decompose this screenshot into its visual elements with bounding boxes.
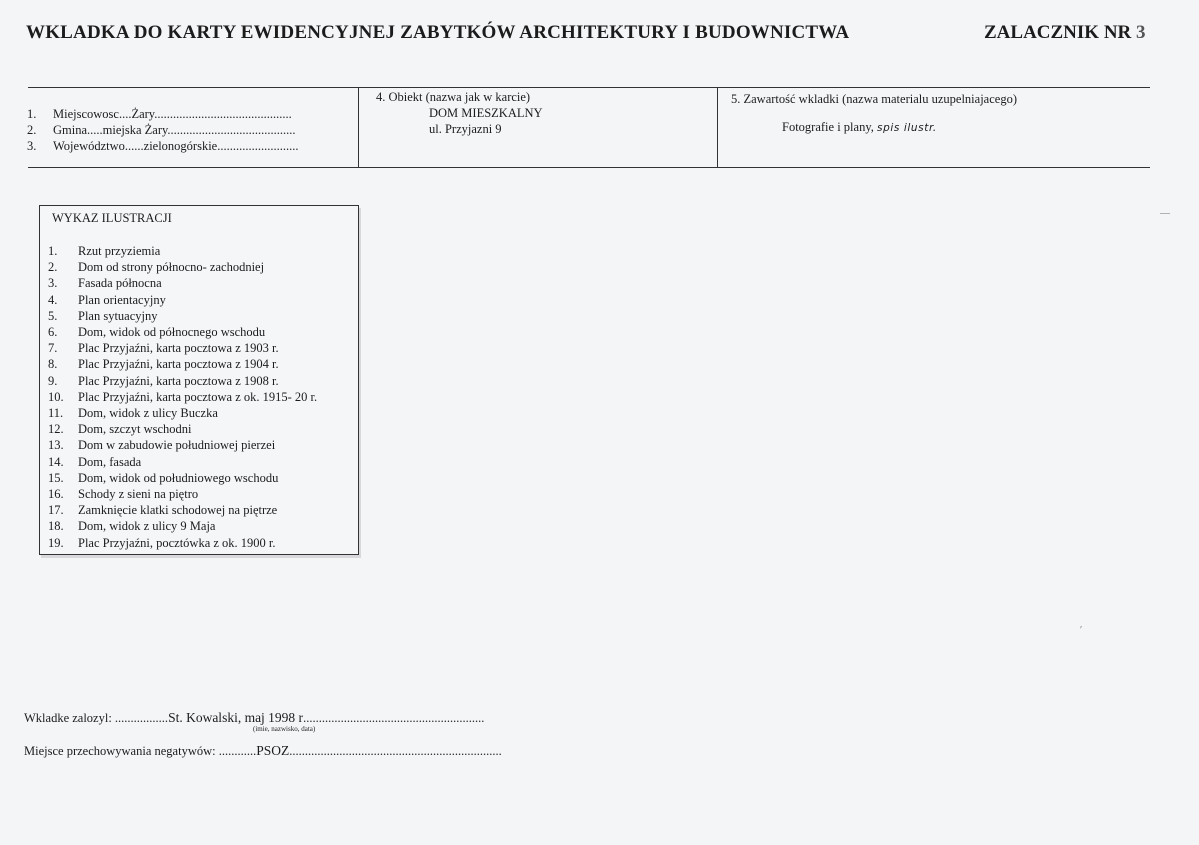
bottom-rule xyxy=(28,167,1150,168)
contents-body xyxy=(731,119,1017,136)
illustration-item-text: Dom, fasada xyxy=(78,454,142,469)
illustration-item xyxy=(48,356,317,372)
illustration-item-number: 9. xyxy=(48,373,58,388)
illustration-item-text: Rzut przyziemia xyxy=(78,244,161,258)
illustration-item xyxy=(48,518,317,534)
illustration-item xyxy=(48,454,317,470)
contents-label: 5. Zawartość wkladki (nazwa materialu uzupelniajacego) xyxy=(731,92,1017,106)
author-value: St. Kowalski, maj 1998 r xyxy=(168,710,304,725)
location-item-commune xyxy=(27,122,298,138)
illustration-item-text: Dom od strony północno- zachodniej xyxy=(78,260,265,275)
illustration-item-number: 2. xyxy=(48,260,58,275)
illustration-item xyxy=(48,389,317,405)
contents-handwritten-note: spis ilustr. xyxy=(877,122,937,134)
illustration-item-number: 1. xyxy=(48,244,58,258)
illustration-item-text: Dom, widok od południowego wschodu xyxy=(78,470,279,485)
illustration-item-text: Fasada północna xyxy=(78,276,162,291)
illustration-item xyxy=(48,275,317,291)
annex-label xyxy=(984,22,1146,44)
storage-dots: .................................................................... xyxy=(289,744,502,758)
illustration-item xyxy=(48,340,317,356)
illustration-item-number: 15. xyxy=(48,470,64,485)
illustration-item-text: Plan orientacyjny xyxy=(78,292,166,307)
illustration-item xyxy=(48,308,317,324)
illustration-item-number: 7. xyxy=(48,341,58,356)
illustration-item xyxy=(48,243,317,259)
location-item-text: Miejscowosc....Żary............................................ xyxy=(53,107,292,121)
illustration-item-text: Schody z sieni na piętro xyxy=(78,487,199,502)
illustration-item-number: 8. xyxy=(48,357,58,372)
column-divider-1 xyxy=(358,87,359,167)
location-item-number: 3. xyxy=(27,139,37,153)
author-caption: (imie, nazwisko, data) xyxy=(253,725,316,733)
illustration-item xyxy=(48,259,317,275)
illustration-item-number: 16. xyxy=(48,487,64,502)
location-item-number: 1. xyxy=(27,107,37,121)
illustration-item-number: 10. xyxy=(48,389,64,404)
illustration-item xyxy=(48,421,317,437)
paper-mark: — xyxy=(1160,208,1170,219)
object-field xyxy=(376,89,543,137)
annex-label-text: ZALACZNIK NR xyxy=(984,22,1132,43)
illustration-item-number: 12. xyxy=(48,422,64,437)
author-dots: .......................................................... xyxy=(303,711,485,725)
column-divider-2 xyxy=(717,87,718,167)
illustration-item-text: Plac Przyjaźni, karta pocztowa z ok. 1915- 20 r. xyxy=(78,389,318,404)
illustration-item xyxy=(48,486,317,502)
illustration-item xyxy=(48,405,317,421)
object-address: ul. Przyjazni 9 xyxy=(429,122,502,136)
location-item-voivodeship xyxy=(27,138,298,154)
storage-line xyxy=(24,743,502,759)
location-item-text: Województwo......zielonogórskie.......................... xyxy=(53,139,299,153)
illustration-item-text: Dom, szczyt wschodni xyxy=(78,422,192,437)
illustration-item-text: Plan sytuacyjny xyxy=(78,308,158,323)
author-label: Wkladke zalozyl: ................. xyxy=(24,711,169,725)
illustration-item-number: 11. xyxy=(48,406,64,421)
illustration-item xyxy=(48,470,317,486)
illustration-item-text: Plac Przyjaźni, karta pocztowa z 1903 r. xyxy=(78,341,279,356)
illustration-item-number: 6. xyxy=(48,325,58,340)
illustration-list xyxy=(48,243,317,551)
form-title: WKLADKA DO KARTY EWIDENCYJNEJ ZABYTKÓW ARCHITEKTURY I BUDOWNICTWA xyxy=(26,22,850,43)
illustration-item xyxy=(48,324,317,340)
illustration-item-number: 5. xyxy=(48,308,58,323)
location-item-town xyxy=(27,106,298,122)
illustration-item xyxy=(48,373,317,389)
contents-value: Fotografie i plany, xyxy=(782,120,874,134)
illustration-item xyxy=(48,437,317,453)
object-label: 4. Obiekt (nazwa jak w karcie) xyxy=(376,90,531,104)
illustration-item-number: 4. xyxy=(48,292,58,307)
illustration-item-number: 18. xyxy=(48,519,64,534)
illustration-item-text: Plac Przyjaźni, karta pocztowa z 1904 r. xyxy=(78,357,279,372)
annex-number: 3 xyxy=(1136,22,1146,43)
illustration-item-text: Plac Przyjaźni, pocztówka z ok. 1900 r. xyxy=(78,535,276,550)
location-item-text: Gmina.....miejska Żary......................................... xyxy=(53,123,296,137)
paper-mark: ′ xyxy=(1080,625,1083,636)
illustration-item-number: 13. xyxy=(48,438,64,453)
storage-value: PSOZ xyxy=(256,743,290,758)
object-name: DOM MIESZKALNY xyxy=(429,106,543,120)
illustration-item-number: 17. xyxy=(48,503,64,518)
location-item-number: 2. xyxy=(27,123,37,137)
illustration-item-number: 3. xyxy=(48,276,58,291)
illustration-item-text: Plac Przyjaźni, karta pocztowa z 1908 r. xyxy=(78,373,279,388)
illustration-item-text: Dom w zabudowie południowej pierzei xyxy=(78,438,276,453)
illustration-item xyxy=(48,292,317,308)
illustration-item-text: Dom, widok z ulicy Buczka xyxy=(78,406,218,421)
illustration-item-text: Dom, widok z ulicy 9 Maja xyxy=(78,519,216,534)
illustration-item-text: Dom, widok od północnego wschodu xyxy=(78,325,266,340)
author-line xyxy=(24,710,484,726)
storage-label: Miejsce przechowywania negatywów: ............ xyxy=(24,744,257,758)
location-fields xyxy=(27,106,298,154)
illustration-list-title: WYKAZ ILUSTRACJI xyxy=(52,211,172,225)
illustration-item xyxy=(48,535,317,551)
illustration-item xyxy=(48,502,317,518)
contents-field xyxy=(731,91,1017,136)
illustration-item-number: 19. xyxy=(48,535,64,550)
top-rule xyxy=(28,87,1150,88)
illustration-list-box xyxy=(39,205,359,555)
illustration-item-text: Zamknięcie klatki schodowej na piętrze xyxy=(78,503,278,518)
illustration-item-number: 14. xyxy=(48,454,64,469)
